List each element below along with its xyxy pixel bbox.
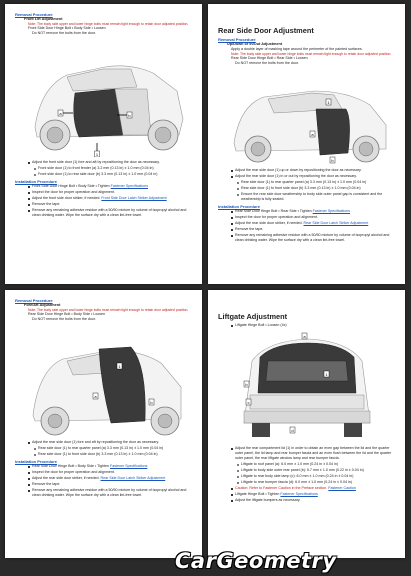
list-item: Rear side door (1) to front side door (b) 3.3 mm (0.13 in) ± 1.0 mm (0.04 in) <box>33 452 194 457</box>
list-item <box>27 476 194 481</box>
callout-a: a <box>303 333 306 339</box>
removal-procedure-link[interactable]: Removal Procedure <box>218 37 256 42</box>
list-item: Adjust the rear side door (1) fore and aft by repositioning the door as necessary. <box>27 440 194 445</box>
list-item: Rear side door (1) to rear quarter panel (a) 3.3 mm (0.13 in) ± 1.0 mm (0.04 in) <box>236 180 397 185</box>
list-item <box>27 196 194 201</box>
installation-procedure-link[interactable]: Installation Procedure <box>15 459 58 465</box>
adjustment-list <box>27 440 194 457</box>
note-text: Note: The body side upper and lower hinge bolts must remain tight enough to retain door adjusted position. <box>28 308 189 312</box>
removal-procedure-link[interactable]: Removal Procedure <box>15 12 53 17</box>
manual-page-front-door-fore-aft <box>5 4 202 284</box>
list-item: Inspect the door for proper operation and alignment. <box>27 470 194 475</box>
step-text: Adjust the rear side door striker, if needed. <box>32 476 101 481</box>
step-text: Rear Side Door Hinge Bolt • Rear Side • Loosen <box>231 56 308 61</box>
adjustment-list <box>230 168 397 202</box>
section-subheading: Front Lift Adjustment <box>24 17 63 21</box>
list-item: Remove any remaining adhesive residue with a 50/50 mixture by volume of isopropyl alcohol and clean drinking water. Wipe the surface dry with a clean lint-free towel. <box>27 488 194 498</box>
list-item: Liftgate to body side outer rear panel (b): 5.7 mm ± 1.0 mm (0.22 in ± 0.04 in) <box>236 468 397 473</box>
installation-procedure-link[interactable]: Installation Procedure <box>218 204 261 210</box>
list-item: Adjust the rear compartment lid (1) in order to obtain an even gap between the lid and the quarter outer panel, the lid lamp and rear bumper fascia and an even flush between the lid and the quarter outer panel, the rear liftgate window lamp and rear bumper fascia. <box>230 446 397 461</box>
callout-a: a <box>311 132 314 138</box>
front-door-illustration <box>27 39 187 157</box>
list-item: Rear side door (1) to front side door (b) 3.3 mm (0.13 in) ± 1.0 mm (0.04 in) <box>236 186 397 191</box>
step-text: Rear Side Door Hinge Bolt • Rear Side • Tighten <box>235 209 313 214</box>
step-text: Adjust the rear side door striker, if needed. <box>235 221 304 226</box>
list-item <box>27 464 194 469</box>
list-item <box>27 184 194 189</box>
list-item: Liftgate to roof panel (a): 6.0 mm ± 1.0 mm (0.24 in ± 0.04 in) <box>236 462 397 467</box>
list-item: Liftgate to rear body side lamp (c): 6.0 mm ± 1.0 mm (0.24 in ± 0.04 in) <box>236 474 397 479</box>
section-subheading: Fore/Aft Adjustment <box>24 303 61 307</box>
striker-adjustment-link[interactable]: Rear Side Door Latch Striker Adjustment <box>100 476 166 481</box>
step-text: Liftgate Hinge Bolt • Tighten <box>235 492 281 496</box>
list-item: Adjust the rear side door (1) up or down by repositioning the door as necessary. <box>230 168 397 173</box>
list-item <box>230 221 397 226</box>
callout-a: a <box>94 394 97 400</box>
callout-c: c <box>247 399 250 405</box>
page-title: Rear Side Door Adjustment <box>218 26 314 35</box>
fastener-caution-link[interactable]: Fastener Caution <box>328 486 356 490</box>
adjustment-list <box>27 160 194 177</box>
step-text: Do NOT remove the bolts from the door. <box>32 317 96 322</box>
note-text: Note: The body side upper and lower hinge bolts must remain tight enough to retain door adjusted position. <box>231 52 392 56</box>
list-item: Inspect the door for proper operation and alignment. <box>27 190 194 195</box>
striker-adjustment-link[interactable]: Rear Side Door Latch Striker Adjustment <box>303 221 369 226</box>
adjustment-list <box>230 446 397 503</box>
fastener-spec-link[interactable]: Fastener Specifications <box>312 209 350 214</box>
step-text: Rear Side Door Hinge Bolt • Body Side • Loosen <box>28 312 106 317</box>
callout-a: a <box>59 111 62 117</box>
list-item: Rear side door (1) to rear quarter panel (a) 3.3 mm (0.13 in) ± 1.0 mm (0.04 in) <box>33 446 194 451</box>
list-item: Remove the tape. <box>27 482 194 487</box>
callout-b: b <box>150 400 153 406</box>
fastener-spec-link[interactable]: Fastener Specifications <box>110 464 148 469</box>
list-item <box>230 486 397 491</box>
section-subheading: Up/Down or In/Out Adjustment <box>227 42 283 46</box>
list-item: Remove any remaining adhesive residue with a 50/50 mixture by volume of isopropyl alcohol and clean drinking water. Wipe the surface dry with a clean lint-free towel. <box>230 233 397 243</box>
list-item: Front side door (1) to rear side door (b) 3.3 mm (0.13 in) ± 1.0 mm (0.04 in) <box>33 172 194 177</box>
list-item: Remove the tape. <box>230 227 397 232</box>
striker-adjustment-link[interactable]: Front Side Door Latch Striker Adjustment <box>101 196 167 201</box>
caution-text: Caution: Refer to Fastener Caution in the Preface section. <box>235 486 328 490</box>
step-text: Do NOT remove the bolts from the door. <box>32 31 96 36</box>
list-item: Inspect the door for proper operation and alignment. <box>230 215 397 220</box>
rear-door-fore-aft-illustration <box>27 325 187 437</box>
installation-list <box>230 209 397 243</box>
callout-b: b <box>331 158 334 164</box>
step-text: Rear Side Door Hinge Bolt • Body Side • Tighten <box>32 464 111 469</box>
page-title: Liftgate Adjustment <box>218 312 288 321</box>
callout-b: b <box>128 113 131 119</box>
installation-list <box>27 184 194 218</box>
removal-list <box>230 323 397 328</box>
list-item: Remove the tape. <box>27 202 194 207</box>
list-item: Adjust the rear side door (1) in or out by repositioning the door as necessary. <box>230 174 397 179</box>
step-text: Front Side Door Hinge Bolt • Body Side • Loosen <box>28 26 106 31</box>
removal-procedure-link[interactable]: Removal Procedure <box>15 298 53 303</box>
callout-1: 1 <box>325 371 328 377</box>
step-text: Do NOT remove the bolts from the door. <box>235 61 299 66</box>
note-text: Note: The body side upper and lower hinge bolts must remain tight enough to retain door adjusted position. <box>28 22 189 26</box>
list-item: Front side door (1) to front fender (a) 3.2 mm (0.13 in) ± 1.0 mm (0.04 in) <box>33 166 194 171</box>
list-item: Liftgate to rear bumper fascia (d): 6.0 mm ± 1.0 mm (0.24 in ± 0.04 in) <box>236 480 397 485</box>
callout-b: b <box>245 381 248 387</box>
list-item <box>230 492 397 497</box>
callout-1: 1 <box>327 100 330 106</box>
fastener-spec-link[interactable]: Fastener Specifications <box>110 184 148 189</box>
manual-page-rear-door-up-down <box>208 4 405 284</box>
list-item: Remove any remaining adhesive residue with a 50/50 mixture by volume of isopropyl alcohol and clean drinking water. Wipe the surface dry with a clean lint-free towel. <box>27 208 194 218</box>
callout-d: d <box>291 427 294 433</box>
list-item: Liftgate Hinge Bolt • Loosen (4x) <box>230 323 397 328</box>
manual-page-liftgate <box>208 290 405 558</box>
liftgate-illustration <box>230 331 380 443</box>
callout-1: 1 <box>95 152 99 158</box>
manual-page-rear-door-fore-aft <box>5 290 202 558</box>
installation-procedure-link[interactable]: Installation Procedure <box>15 179 58 185</box>
list-item: Adjust the liftgate bumpers as necessary. <box>230 498 397 503</box>
list-item: Adjust the front side door (1) fore and aft by repositioning the door as necessary. <box>27 160 194 165</box>
step-text: Front Side Door Hinge Bolt • Body Side • Tighten <box>32 184 111 189</box>
list-item <box>230 209 397 214</box>
list-item: Ensure the rear side door weatherstrip to body side outer panel gap is consistent and the weatherstrip is fully seated. <box>236 192 397 202</box>
step-text: Adjust the front side door striker, if needed. <box>32 196 102 201</box>
watermark-logo: CarGeometry <box>175 549 337 573</box>
callout-1: 1 <box>118 364 121 370</box>
installation-list <box>27 464 194 498</box>
fastener-spec-link[interactable]: Fastener Specifications <box>280 492 318 496</box>
step-text: Apply a double layer of masking tape around the perimeter of the painted surfaces. <box>231 47 363 51</box>
rear-door-illustration <box>230 69 390 165</box>
